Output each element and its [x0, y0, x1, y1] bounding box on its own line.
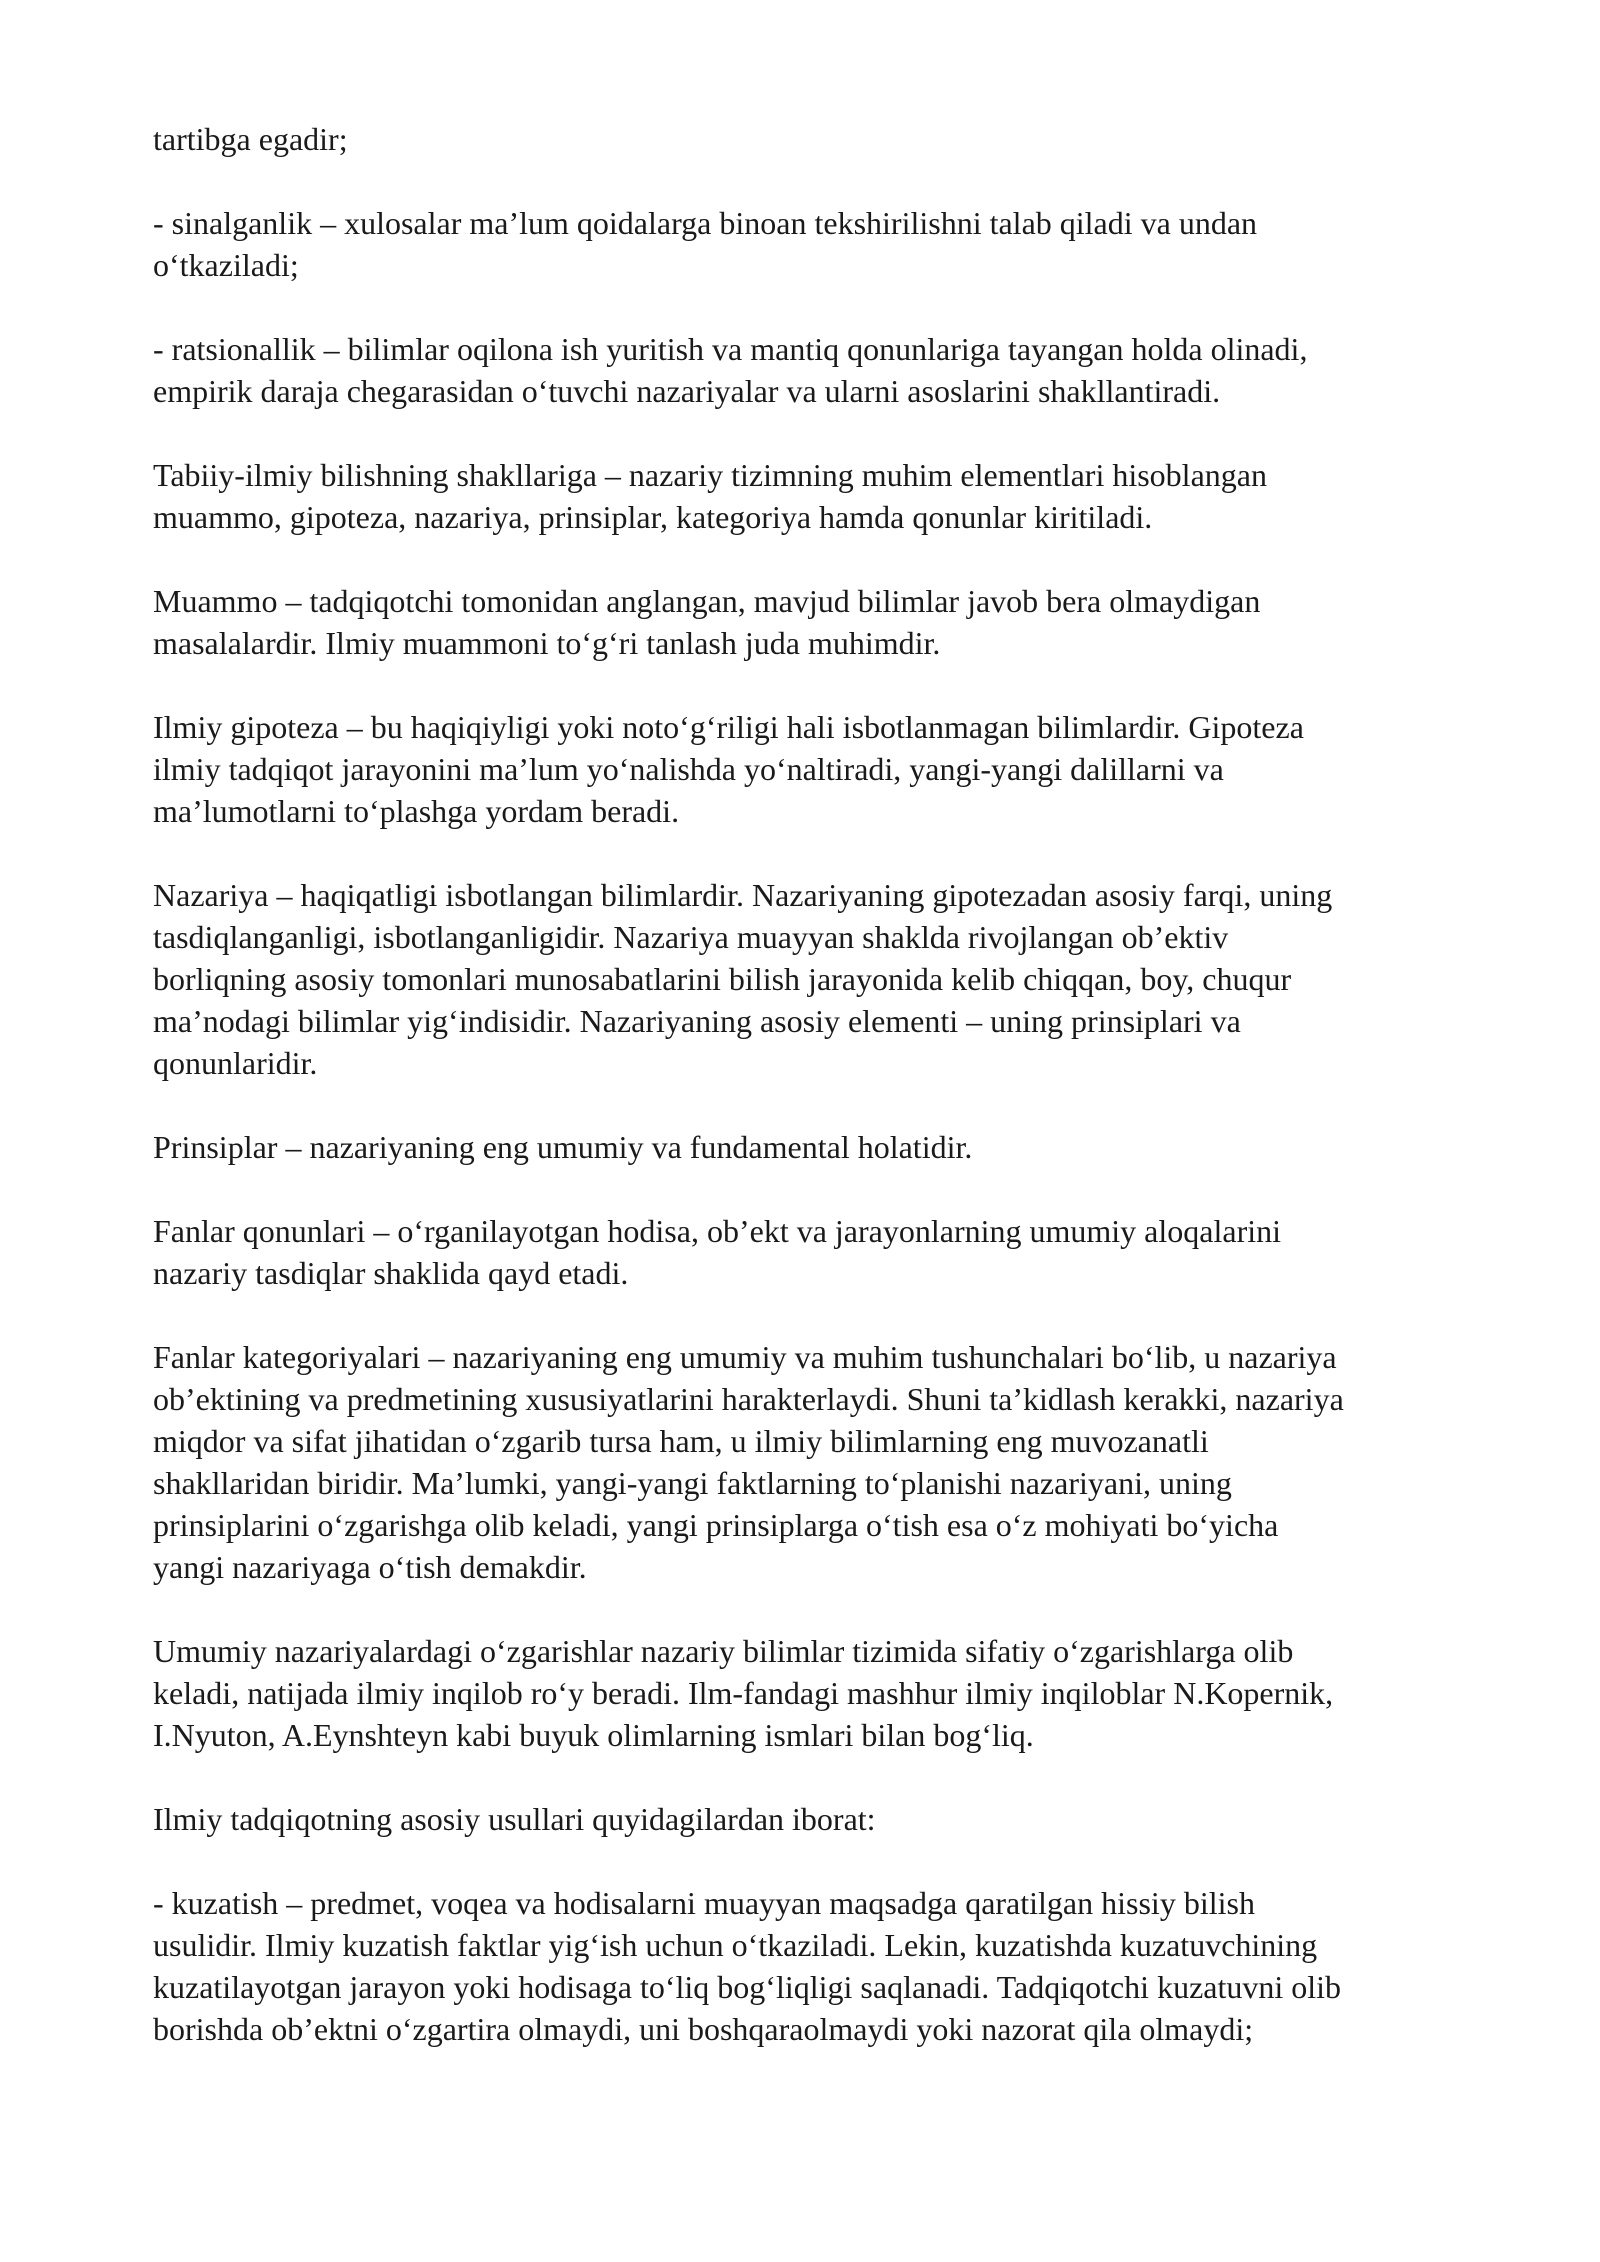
paragraph-gipoteza: Ilmiy gipoteza – bu haqiqiyligi yoki noto‘g‘riligi hali isbotlanmagan bilimlardir. Gipoteza ilmiy tadqiqot jarayonini ma’lum yo‘nalishda yo‘naltiradi, yangi-yangi dalillarni va ma’lumotlarni to‘plashga yordam beradi.: [153, 709, 1304, 829]
paragraph-kuzatish: - kuzatish – predmet, voqea va hodisalarni muayyan maqsadga qaratilgan hissiy bilish usulidir. Ilmiy kuzatish faktlar yig‘ish uchun o‘tkaziladi. Lekin, kuzatishda kuzatuvchining kuzatilayotgan jarayon yoki hodisaga to‘liq bog‘liqligi saqlanadi. Tadqiqotchi kuzatuvni olib borishda ob’ektni o‘zgartira olmaydi, uni boshqaraolmaydi yoki nazorat qila olmaydi;: [153, 1885, 1342, 2047]
paragraph-continuation: tartibga egadir;: [153, 121, 348, 157]
paragraph-prinsiplar: Prinsiplar – nazariyaning eng umumiy va fundamental holatidir.: [153, 1129, 973, 1165]
paragraph-nazariya: Nazariya – haqiqatligi isbotlangan bilimlardir. Nazariyaning gipotezadan asosiy farqi, uning tasdiqlanganligi, isbotlanganligidir. Nazariya muayyan shaklda rivojlangan ob’ektiv borliqning asosiy tomonlari munosabatlarini bilish jarayonida kelib chiqqan, boy, chuqur ma’nodagi bilimlar yig‘indisidir. Nazariyaning asosiy elementi – uning prinsiplari va qonunlaridir.: [153, 877, 1333, 1081]
paragraph-sinalganlik: - sinalganlik – xulosalar ma’lum qoidalarga binoan tekshirilishni talab qiladi va undan o‘tkaziladi;: [153, 205, 1258, 283]
paragraph-fanlar-qonunlari: Fanlar qonunlari – o‘rganilayotgan hodisa, ob’ekt va jarayonlarning umumiy aloqalarini nazariy tasdiqlar shaklida qayd etadi.: [153, 1213, 1281, 1291]
paragraph-umumiy-nazariyalar: Umumiy nazariyalardagi o‘zgarishlar nazariy bilimlar tizimida sifatiy o‘zgarishlarga olib keladi, natijada ilmiy inqilob ro‘y beradi. Ilm-fandagi mashhur ilmiy inqiloblar N.Kopernik, I.Nyuton, A.Eynshteyn kabi buyuk olimlarning ismlari bilan bog‘liq.: [153, 1633, 1334, 1753]
paragraph-ratsionallik: - ratsionallik – bilimlar oqilona ish yuritish va mantiq qonunlariga tayangan holda olinadi, empirik daraja chegarasidan o‘tuvchi nazariyalar va ularni asoslarini shakllantiradi.: [153, 331, 1308, 409]
document-body: [153, 118, 1513, 2092]
paragraph-bilish-shakllari: Tabiiy-ilmiy bilishning shakllariga – nazariy tizimning muhim elementlari hisoblangan muammo, gipoteza, nazariya, prinsiplar, kategoriya hamda qonunlar kiritiladi.: [153, 457, 1267, 535]
paragraph-fanlar-kategoriyalari: Fanlar kategoriyalari – nazariyaning eng umumiy va muhim tushunchalari bo‘lib, u nazariya ob’ektining va predmetining xususiyatlarini harakterlaydi. Shuni ta’kidlash kerakki, nazariya miqdor va sifat jihatidan o‘zgarib tursa ham, u ilmiy bilimlarning eng muvozanatli shakllaridan biridir. Ma’lumki, yangi-yangi faktlarning to‘planishi nazariyani, uning prinsiplarini o‘zgarishga olib keladi, yangi prinsiplarga o‘tish esa o‘z mohiyati bo‘yicha yangi nazariyaga o‘tish demakdir.: [153, 1339, 1344, 1585]
paragraph-tadqiqot-usullari: Ilmiy tadqiqotning asosiy usullari quyidagilardan iborat:: [153, 1801, 876, 1837]
paragraph-muammo: Muammo – tadqiqotchi tomonidan anglangan, mavjud bilimlar javob bera olmaydigan masalalardir. Ilmiy muammoni to‘g‘ri tanlash juda muhimdir.: [153, 583, 1261, 661]
